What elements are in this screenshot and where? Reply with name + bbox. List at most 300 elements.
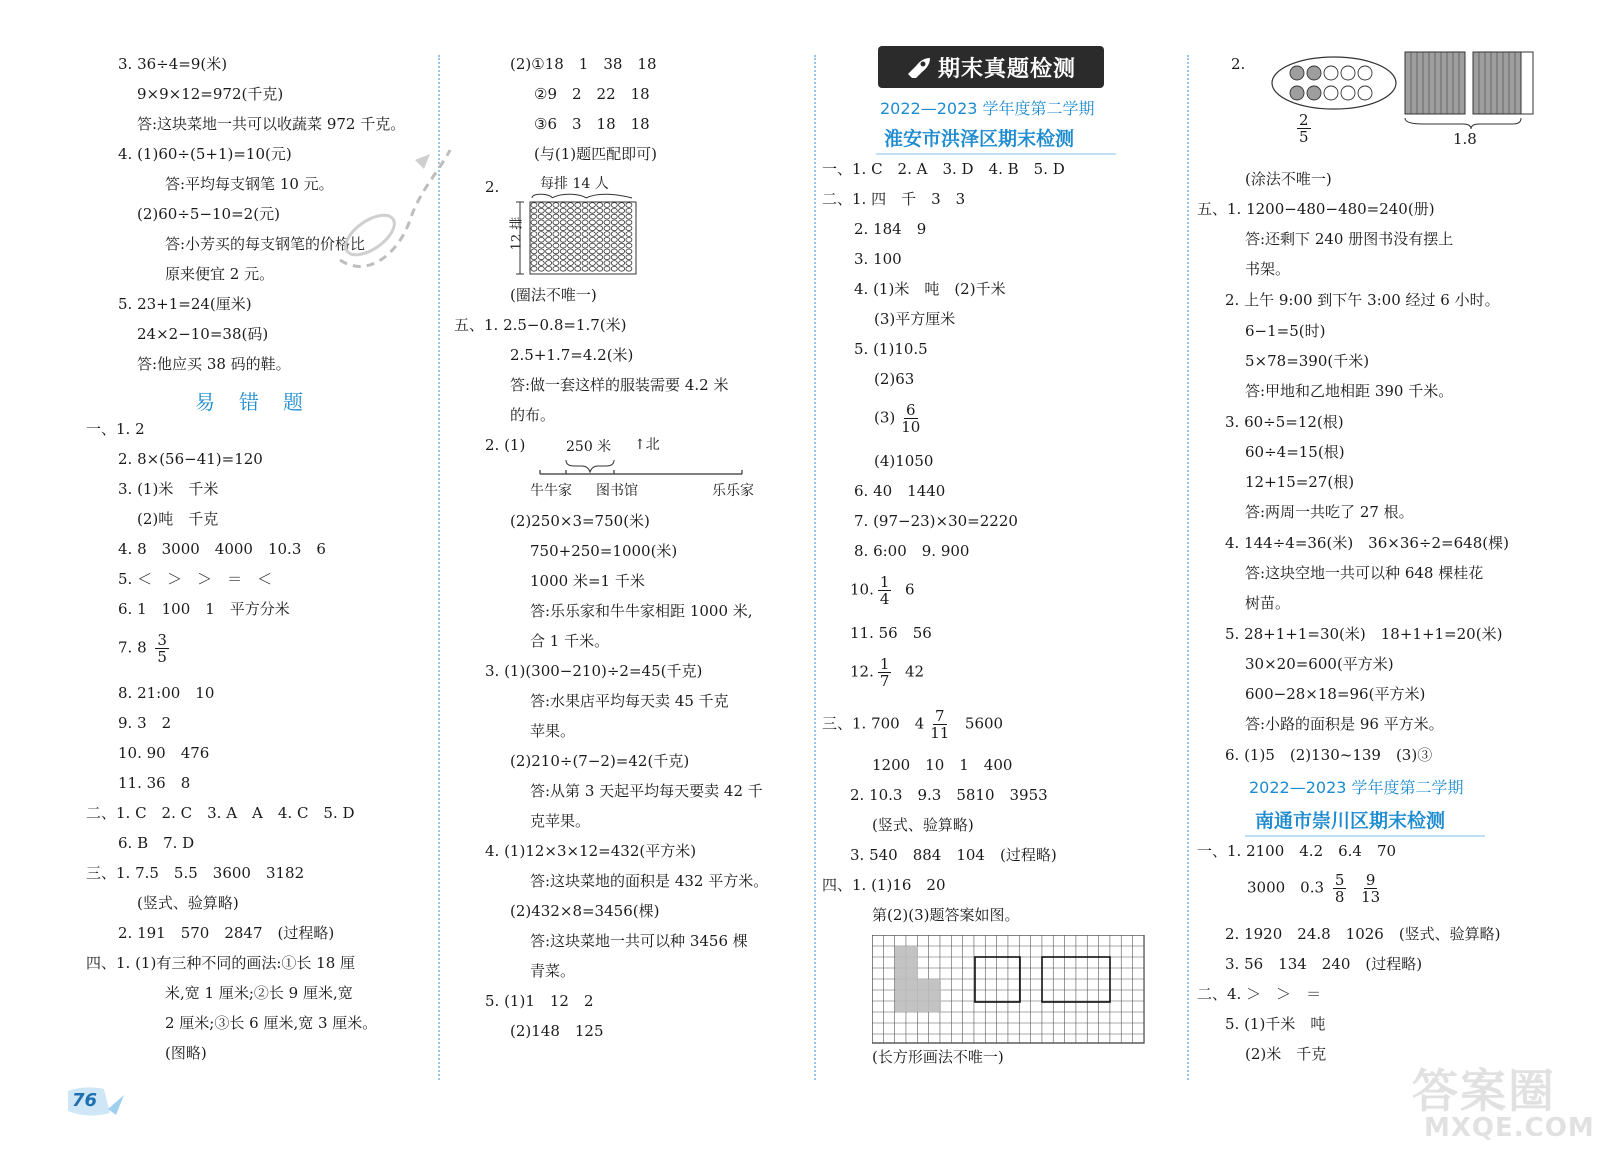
answer-line: 11. 56 56 (850, 624, 932, 642)
dot (611, 237, 617, 242)
dot (546, 243, 552, 248)
dot (568, 220, 574, 225)
apple-icon (1324, 66, 1338, 80)
answer-line: (2)吨 千克 (137, 510, 219, 528)
dot (611, 208, 617, 213)
answer-line: 第(2)(3)题答案如图。 (872, 906, 1020, 924)
dot (611, 203, 617, 208)
dot (553, 208, 559, 213)
dot (546, 208, 552, 213)
dot (626, 249, 632, 254)
dot (538, 214, 544, 219)
dot (619, 255, 625, 260)
dot (597, 249, 603, 254)
apple-icon (1358, 66, 1372, 80)
dot (589, 208, 595, 213)
apple-icon (1324, 86, 1338, 100)
answer-line: 4. (1)米 吨 (2)千米 (854, 280, 1006, 298)
answer-line: 树苗。 (1245, 594, 1291, 612)
answer-line: 3. 36÷4=9(米) (118, 55, 228, 73)
answer-line: 6. 40 1440 (854, 482, 946, 500)
answer-line: 6. (1)5 (2)130~139 (3)③ (1225, 746, 1433, 764)
answer-line: 答:做一套这样的服装需要 4.2 米 (510, 376, 729, 394)
answer-line: 答:从第 3 天起平均每天要卖 42 千 (530, 782, 763, 800)
answer-line: 6. 1 100 1 平方分米 (118, 600, 290, 618)
dot (611, 249, 617, 254)
banner-title: 期末真题检测 (937, 56, 1076, 82)
apple-icon (1290, 66, 1304, 80)
answer-line: 2. (1) (485, 436, 526, 454)
dot (626, 203, 632, 208)
dot (597, 266, 603, 271)
dot (538, 255, 544, 260)
dot (582, 232, 588, 237)
answer-line: (3)平方厘米 (874, 310, 956, 328)
fraction: $\frac{9}{13}$ (1361, 871, 1381, 906)
answer-line: 3. (1)米 千米 (118, 480, 219, 498)
answer-line: 四、1. (1)16 20 (822, 876, 946, 894)
heading-underline (876, 151, 1116, 157)
answer-line: 答:乐乐家和牛牛家相距 1000 米, (530, 602, 753, 620)
dot (597, 232, 603, 237)
dot (553, 237, 559, 242)
answer-line: 五、1. 1200−480−480=240(册) (1197, 200, 1435, 218)
answer-line: 答:甲地和乙地相距 390 千米。 (1245, 382, 1454, 400)
dot (560, 266, 566, 271)
dot (575, 208, 581, 213)
answer-line: ②9 2 22 18 (534, 85, 650, 103)
answer-line: 答:这块菜地一共可以收蔬菜 972 千克。 (137, 115, 406, 133)
dot (546, 249, 552, 254)
dot (582, 255, 588, 260)
answer-line: 5. 23+1=24(厘米) (118, 295, 252, 313)
dot (568, 261, 574, 266)
dot (604, 226, 610, 231)
column-4 (1195, 0, 1600, 1160)
dot (604, 220, 610, 225)
dot (546, 255, 552, 260)
dot (568, 243, 574, 248)
dot (619, 266, 625, 271)
dot (531, 261, 537, 266)
dot (553, 214, 559, 219)
answer-line-fraction: 7. 8 $\frac{3}{5}$ (118, 631, 167, 666)
answer-line: 600−28×18=96(平方米) (1245, 685, 1426, 703)
answer-line: 答:他应买 38 码的鞋。 (137, 355, 291, 373)
answer-line: 5×78=390(千米) (1245, 352, 1370, 370)
answer-line: 8. 21:00 10 (118, 684, 215, 702)
dot (568, 255, 574, 260)
map-distance-label: 250 米 (566, 439, 612, 455)
answer-line: 1000 米=1 千米 (530, 572, 645, 590)
dot (531, 232, 537, 237)
answer-line: 克苹果。 (530, 812, 591, 830)
answer-line: 3. 100 (854, 250, 902, 268)
dot (604, 208, 610, 213)
answer-line: 3. (1)(300−210)÷2=45(千克) (485, 662, 703, 680)
dot (560, 208, 566, 213)
answer-line: (与(1)题匹配即可) (534, 145, 657, 163)
dot (582, 214, 588, 219)
dot (546, 220, 552, 225)
dot (568, 208, 574, 213)
dot (531, 255, 537, 260)
dot (538, 249, 544, 254)
dot (531, 220, 537, 225)
dot (589, 255, 595, 260)
dot (626, 237, 632, 242)
apple-icon (1307, 86, 1321, 100)
dot (546, 226, 552, 231)
answer-line: (涂法不唯一) (1245, 170, 1332, 188)
dot (582, 261, 588, 266)
answer-line: (2)米 千克 (1245, 1045, 1327, 1063)
answer-line: 2. 8×(56−41)=120 (118, 450, 263, 468)
fraction: $\frac{6}{10}$ (901, 401, 921, 436)
map-north: ↑北 (634, 437, 660, 453)
dot (553, 203, 559, 208)
answer-line: 2. 10.3 9.3 5810 3953 (850, 786, 1048, 804)
dot (575, 266, 581, 271)
map-place: 图书馆 (596, 483, 638, 499)
dot (531, 266, 537, 271)
answer-line: 11. 36 8 (118, 774, 191, 792)
answer-line: 书架。 (1245, 260, 1291, 278)
dot (619, 220, 625, 225)
dot (575, 243, 581, 248)
answer-line: 5. 28+1+1=30(米) 18+1+1=20(米) (1225, 625, 1503, 643)
answer-line: 答:两周一共吃了 27 根。 (1245, 503, 1414, 521)
dot (604, 261, 610, 266)
dot (589, 214, 595, 219)
dot (589, 237, 595, 242)
dot (611, 226, 617, 231)
dot (553, 266, 559, 271)
dot (597, 226, 603, 231)
dot (597, 203, 603, 208)
dot (582, 208, 588, 213)
answer-line: (2)250×3=750(米) (510, 512, 650, 530)
answer-line-fraction: 12. $\frac{1}{7}$ 42 (850, 655, 925, 690)
answer-line: 青菜。 (530, 962, 576, 980)
dot (582, 249, 588, 254)
dot (604, 203, 610, 208)
answer-line: 答:小芳买的每支钢笔的价格比 (165, 235, 366, 253)
map-place: 乐乐家 (712, 483, 754, 499)
exam-heading: 淮安市洪泽区期末检测 (884, 128, 1075, 150)
answer-line: 答:还剩下 240 册图书没有摆上 (1245, 230, 1454, 248)
dot (568, 266, 574, 271)
term-heading: 2022—2023 学年度第二学期 (880, 99, 1095, 118)
dot (575, 220, 581, 225)
apple-icon (1290, 86, 1304, 100)
dot (626, 261, 632, 266)
dot (560, 226, 566, 231)
answer-line: 10. 90 476 (118, 744, 210, 762)
map-place: 牛牛家 (530, 483, 572, 499)
dot (538, 237, 544, 242)
dot (546, 214, 552, 219)
answer-line: 四、1. (1)有三种不同的画法:①长 18 厘 (86, 954, 356, 972)
term-heading: 2022—2023 学年度第二学期 (1249, 778, 1464, 797)
answer-line: 3. 56 134 240 (过程略) (1225, 955, 1423, 973)
dot (604, 243, 610, 248)
answer-line-fraction: (3) $\frac{6}{10}$ (874, 401, 921, 436)
dot (626, 255, 632, 260)
dot (626, 220, 632, 225)
fraction: $\frac{3}{5}$ (157, 631, 167, 666)
dot (611, 243, 617, 248)
dot (568, 249, 574, 254)
dot (538, 261, 544, 266)
dot (575, 226, 581, 231)
dot (619, 237, 625, 242)
dot (531, 226, 537, 231)
dot (553, 226, 559, 231)
answer-line: 一、1. 2 (86, 420, 145, 438)
dot (575, 203, 581, 208)
dot (626, 214, 632, 219)
dot (560, 243, 566, 248)
answer-line: 5. (1)1 12 2 (485, 992, 594, 1010)
dot (597, 237, 603, 242)
answer-line: 3. 540 884 104 (过程略) (850, 846, 1057, 864)
dot (560, 203, 566, 208)
dot (589, 220, 595, 225)
dot (582, 203, 588, 208)
dot (619, 214, 625, 219)
dot (626, 243, 632, 248)
dot (575, 255, 581, 260)
answer-line: 一、1. C 2. A 3. D 4. B 5. D (822, 160, 1065, 178)
grid-figure (872, 935, 1152, 1047)
answer-line: 2. 上午 9:00 到下午 3:00 经过 6 小时。 (1225, 291, 1500, 309)
answer-line: (2)①18 1 38 18 (510, 55, 657, 73)
dot (538, 243, 544, 248)
answer-line: 原来便宜 2 元。 (165, 265, 275, 283)
answer-line: 2 厘米;③长 6 厘米,宽 3 厘米。 (165, 1014, 378, 1032)
answer-line: 2. (485, 178, 500, 196)
answer-line-fraction: 3000 0.3 $\frac{5}{8}$ $\frac{9}{13}$ (1247, 871, 1381, 906)
dot (597, 243, 603, 248)
dot (553, 261, 559, 266)
answer-line: 二、1. C 2. C 3. A A 4. C 5. D (86, 804, 355, 822)
fraction-label (1293, 112, 1315, 145)
dot (538, 220, 544, 225)
dot (589, 203, 595, 208)
dot (568, 232, 574, 237)
apple-icon (1307, 66, 1321, 80)
answer-line: 4. 144÷4=36(米) 36×36÷2=648(棵) (1225, 534, 1509, 552)
dot (619, 232, 625, 237)
dot (546, 261, 552, 266)
apple-icon (1358, 86, 1372, 100)
fraction: $\frac{5}{8}$ (1334, 871, 1345, 906)
answer-line: 三、1. 7.5 5.5 3600 3182 (86, 864, 305, 882)
dot (546, 232, 552, 237)
dot (538, 232, 544, 237)
dot (560, 220, 566, 225)
answer-line: 30×20=600(平方米) (1245, 655, 1394, 673)
dot (575, 249, 581, 254)
answer-line: 5. ＜ ＞ ＞ ＝ ＜ (118, 570, 273, 588)
dot (560, 261, 566, 266)
dot (589, 266, 595, 271)
dot (560, 249, 566, 254)
answer-line: 3. 60÷5=12(根) (1225, 413, 1344, 431)
answer-line: 答:平均每支钢笔 10 元。 (165, 175, 334, 193)
dot (531, 214, 537, 219)
dot (604, 237, 610, 242)
dot (560, 255, 566, 260)
heading-underline (1245, 833, 1485, 839)
fraction: $\frac{7}{11}$ (930, 707, 950, 742)
dot (611, 266, 617, 271)
dot (568, 226, 574, 231)
answer-line: 2. 1920 24.8 1026 (竖式、验算略) (1225, 925, 1501, 943)
dot (611, 220, 617, 225)
dot (619, 203, 625, 208)
answer-line: 8. 6:00 9. 900 (854, 542, 970, 560)
dot (560, 237, 566, 242)
section-heading: 易 错 题 (195, 390, 305, 414)
dot (597, 214, 603, 219)
dot (531, 208, 537, 213)
answer-line: (2)60÷5−10=2(元) (137, 205, 280, 223)
answer-line: 答:这块菜地一共可以种 3456 棵 (530, 932, 748, 950)
answer-line: 2. 191 570 2847 (过程略) (118, 924, 335, 942)
answer-line: (圈法不唯一) (510, 286, 597, 304)
dot (575, 214, 581, 219)
dot (597, 220, 603, 225)
dot (553, 255, 559, 260)
dot (575, 232, 581, 237)
dot (538, 226, 544, 231)
dot (582, 237, 588, 242)
dot (619, 243, 625, 248)
fraction: $\frac{1}{4}$ (879, 573, 890, 608)
answer-line: 苹果。 (530, 722, 576, 740)
route-map-figure (530, 434, 760, 504)
dot (589, 232, 595, 237)
answer-line: (竖式、验算略) (872, 816, 974, 834)
answer-line: 1200 10 1 400 (872, 756, 1013, 774)
answer-line: (长方形画法不唯一) (872, 1048, 1004, 1066)
dot (568, 237, 574, 242)
answer-line: 60÷4=15(根) (1245, 443, 1345, 461)
answer-line: 一、1. 2100 4.2 6.4 70 (1197, 842, 1397, 860)
answer-line: 6−1=5(时) (1245, 322, 1326, 340)
answer-line: 2.5+1.7=4.2(米) (510, 346, 634, 364)
answer-line: 合 1 千米。 (530, 632, 610, 650)
answer-line: (2)432×8=3456(棵) (510, 902, 660, 920)
dot (604, 266, 610, 271)
watermark (1408, 1055, 1598, 1155)
dot (575, 261, 581, 266)
dot (538, 208, 544, 213)
dot (597, 208, 603, 213)
dot (611, 255, 617, 260)
figure-side-label: 12 排 (509, 216, 525, 251)
answer-line: 答:这块菜地的面积是 432 平方米。 (530, 872, 769, 890)
dot (589, 249, 595, 254)
dot (604, 232, 610, 237)
dot (575, 237, 581, 242)
dot (619, 261, 625, 266)
answer-line: (竖式、验算略) (137, 894, 239, 912)
dot (553, 232, 559, 237)
dot (553, 243, 559, 248)
answer-line-fraction: 三、1. 700 4 $\frac{7}{11}$ 5600 (822, 707, 1004, 742)
answer-line: 二、4. ＞ ＞ ＝ (1197, 985, 1322, 1003)
answer-line: (2)210÷(7−2)=42(千克) (510, 752, 690, 770)
answer-line: 2. 184 9 (854, 220, 927, 238)
dot (619, 208, 625, 213)
dot (611, 232, 617, 237)
dot (531, 243, 537, 248)
answer-line: 4. 8 3000 4000 10.3 6 (118, 540, 326, 558)
dot (619, 249, 625, 254)
dot (546, 237, 552, 242)
dot (604, 255, 610, 260)
dot (589, 226, 595, 231)
dot (582, 226, 588, 231)
bar-fraction-figure (1403, 50, 1553, 130)
answer-line: 答:水果店平均每天卖 45 千克 (530, 692, 729, 710)
dot (553, 220, 559, 225)
exam-heading: 南通市崇川区期末检测 (1255, 810, 1446, 832)
answer-line: 750+250=1000(米) (530, 542, 678, 560)
apples-figure (1269, 55, 1399, 111)
bar-label: 1.8 (1453, 130, 1477, 148)
watermark-text: 答案圈 (1412, 1064, 1556, 1118)
fraction: $\frac{1}{7}$ (879, 655, 890, 690)
answer-line: 答:这块空地一共可以种 648 棵桂花 (1245, 564, 1484, 582)
answer-line: 9×9×12=972(千克) (137, 85, 284, 103)
answer-line: ③6 3 18 18 (534, 115, 650, 133)
dot (619, 226, 625, 231)
dot (597, 261, 603, 266)
dot (597, 255, 603, 260)
fraction: $\frac{2}{5}$ (1299, 111, 1309, 146)
dot (589, 261, 595, 266)
answer-line: 答:小路的面积是 96 平方米。 (1245, 715, 1444, 733)
dot (604, 249, 610, 254)
dot (582, 266, 588, 271)
answer-line: (2)148 125 (510, 1022, 604, 1040)
dot (611, 261, 617, 266)
dot (531, 203, 537, 208)
dot (626, 226, 632, 231)
dot (560, 232, 566, 237)
dot (546, 266, 552, 271)
page-number-badge (64, 1085, 144, 1119)
answer-line: 7. (97−23)×30=2220 (854, 512, 1018, 530)
dot (568, 214, 574, 219)
dot (531, 237, 537, 242)
apple-icon (1341, 66, 1355, 80)
dot (538, 203, 544, 208)
dot (538, 266, 544, 271)
answer-line: 5. (1)10.5 (854, 340, 928, 358)
answer-line: 五、1. 2.5−0.8=1.7(米) (454, 316, 627, 334)
dot (589, 243, 595, 248)
dot (531, 249, 537, 254)
dot-array-figure (502, 172, 662, 282)
answer-line: 米,宽 1 厘米;②长 9 厘米,宽 (165, 984, 353, 1002)
dot (560, 214, 566, 219)
dot (604, 214, 610, 219)
